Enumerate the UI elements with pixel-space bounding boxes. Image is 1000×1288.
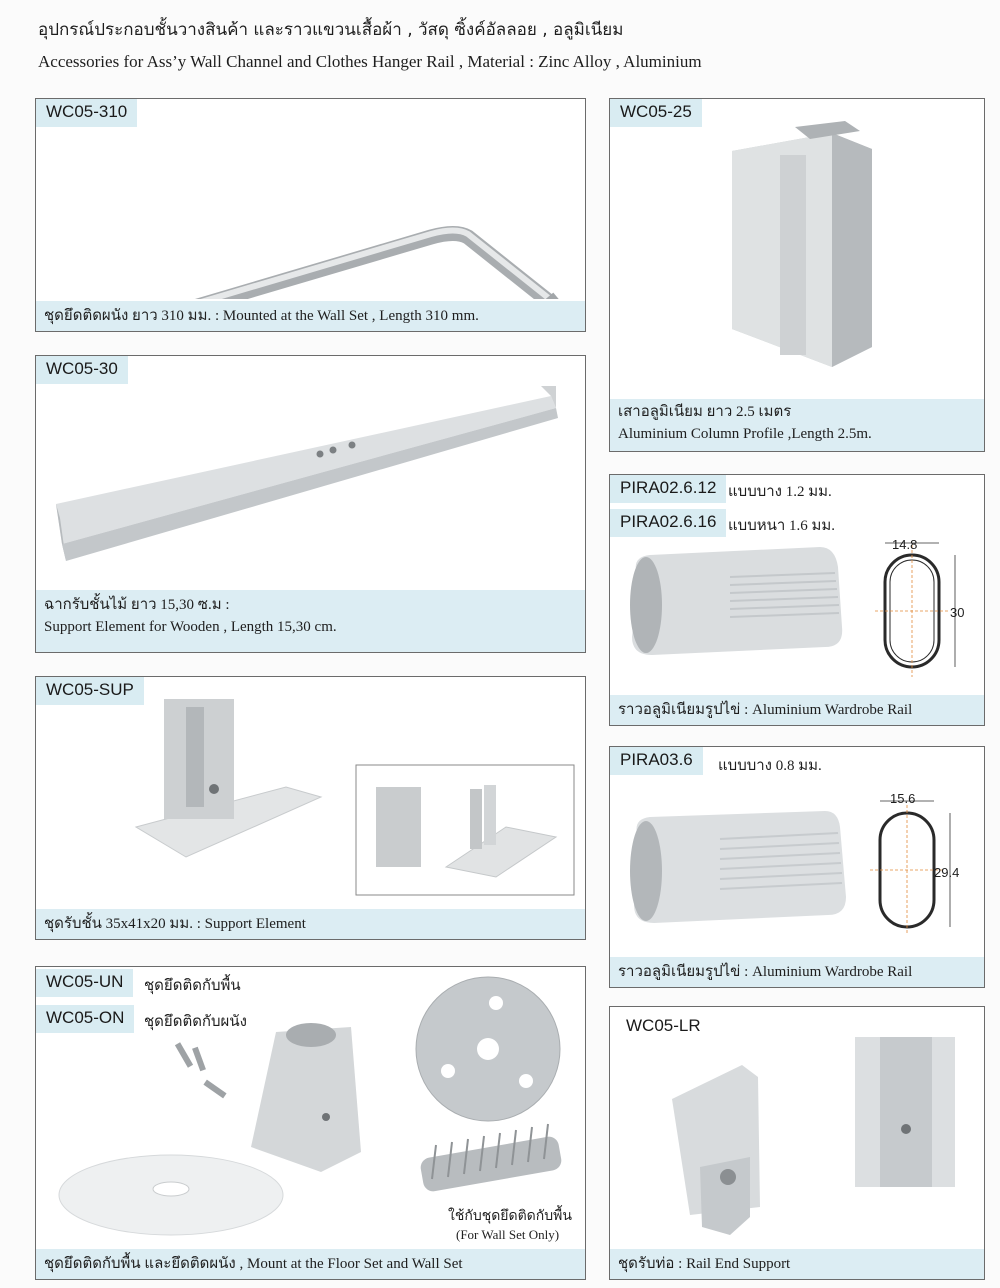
spec-thick: แบบหนา 1.6 มม. bbox=[728, 518, 836, 534]
product-code-floor: WC05-UN bbox=[36, 969, 133, 997]
oval-rail-image bbox=[610, 537, 984, 687]
panel-wc05-lr bbox=[609, 1006, 985, 1280]
dimension-height: 30 bbox=[950, 605, 965, 620]
caption-english: Aluminium Column Profile ,Length 2.5m. bbox=[618, 426, 872, 442]
angle-bracket-image bbox=[36, 356, 585, 596]
dimension-width: 15.6 bbox=[890, 791, 916, 806]
product-code-thin: PIRA02.6.12 bbox=[610, 475, 726, 503]
caption-bar bbox=[610, 695, 984, 725]
panel-wc05-310 bbox=[35, 98, 586, 332]
spec-thin: แบบบาง 0.8 มม. bbox=[718, 758, 822, 774]
panel-wc05-25 bbox=[609, 98, 985, 452]
caption-thai: ฉากรับชั้นไม้ ยาว 15,30 ซ.ม : bbox=[44, 597, 230, 613]
note-english: (For Wall Set Only) bbox=[456, 1227, 560, 1242]
spec-thin: แบบบาง 1.2 มม. bbox=[728, 484, 832, 500]
panel-wc05-un-on bbox=[35, 966, 586, 1280]
caption-text: ชุดยึดติดกับพื้น และยึดติดผนัง , Mount at the Floor Set and Wall Set bbox=[44, 1256, 463, 1272]
product-code: PIRA03.6 bbox=[610, 747, 703, 775]
wall-rod-image bbox=[36, 99, 585, 299]
dimension-width: 14.8 bbox=[892, 537, 918, 552]
caption-bar bbox=[36, 909, 585, 939]
caption-text: ชุดรับชั้น 35x41x20 มม. : Support Element bbox=[44, 916, 306, 932]
caption-thai: เสาอลูมิเนียม ยาว 2.5 เมตร bbox=[618, 404, 792, 420]
panel-pira03 bbox=[609, 746, 985, 988]
column-profile-image bbox=[610, 99, 984, 399]
caption-bar bbox=[36, 301, 585, 331]
product-code: WC05-LR bbox=[626, 1016, 701, 1035]
oval-rail-image bbox=[610, 787, 984, 937]
panel-wc05-sup bbox=[35, 676, 586, 940]
caption-text: ชุดยึดติดผนัง ยาว 310 มม. : Mounted at the Wall Set , Length 310 mm. bbox=[44, 308, 479, 324]
product-code: WC05-25 bbox=[610, 99, 702, 127]
caption-text: ชุดรับท่อ : Rail End Support bbox=[618, 1256, 791, 1272]
caption-english: Support Element for Wooden , Length 15,30 cm. bbox=[44, 619, 337, 635]
caption-bar bbox=[610, 957, 984, 987]
caption-bar bbox=[610, 399, 984, 451]
panel-wc05-30 bbox=[35, 355, 586, 653]
label-floor: ชุดยึดติดกับพื้น bbox=[144, 978, 241, 994]
header-thai-title: อุปกรณ์ประกอบชั้นวางสินค้า และราวแขวนเสื้อผ้า , วัสดุ ซิ้งค์อัลลอย , อลูมิเนียม bbox=[38, 20, 624, 40]
caption-bar bbox=[36, 590, 585, 652]
caption-bar bbox=[36, 1249, 585, 1279]
label-wall: ชุดยึดติดกับผนัง bbox=[144, 1014, 247, 1030]
product-code-wall: WC05-ON bbox=[36, 1005, 134, 1033]
caption-text: ราวอลูมิเนียมรูปไข่ : Aluminium Wardrobe Rail bbox=[618, 702, 913, 718]
note-thai: ใช้กับชุดยึดติดกับพื้น bbox=[448, 1209, 572, 1224]
product-code: WC05-30 bbox=[36, 356, 128, 384]
product-code-thick: PIRA02.6.16 bbox=[610, 509, 726, 537]
product-code: WC05-310 bbox=[36, 99, 137, 127]
product-code: WC05-SUP bbox=[36, 677, 144, 705]
rail-end-support-image bbox=[610, 1007, 984, 1237]
caption-text: ราวอลูมิเนียมรูปไข่ : Aluminium Wardrobe Rail bbox=[618, 964, 913, 980]
support-element-image bbox=[36, 677, 585, 897]
caption-bar bbox=[610, 1249, 984, 1279]
floor-wall-mount-image bbox=[36, 967, 585, 1237]
dimension-height: 29.4 bbox=[934, 865, 960, 880]
panel-pira02 bbox=[609, 474, 985, 726]
header-english-title: Accessories for Ass’y Wall Channel and Clothes Hanger Rail , Material : Zinc Alloy , Aluminium bbox=[38, 52, 702, 71]
